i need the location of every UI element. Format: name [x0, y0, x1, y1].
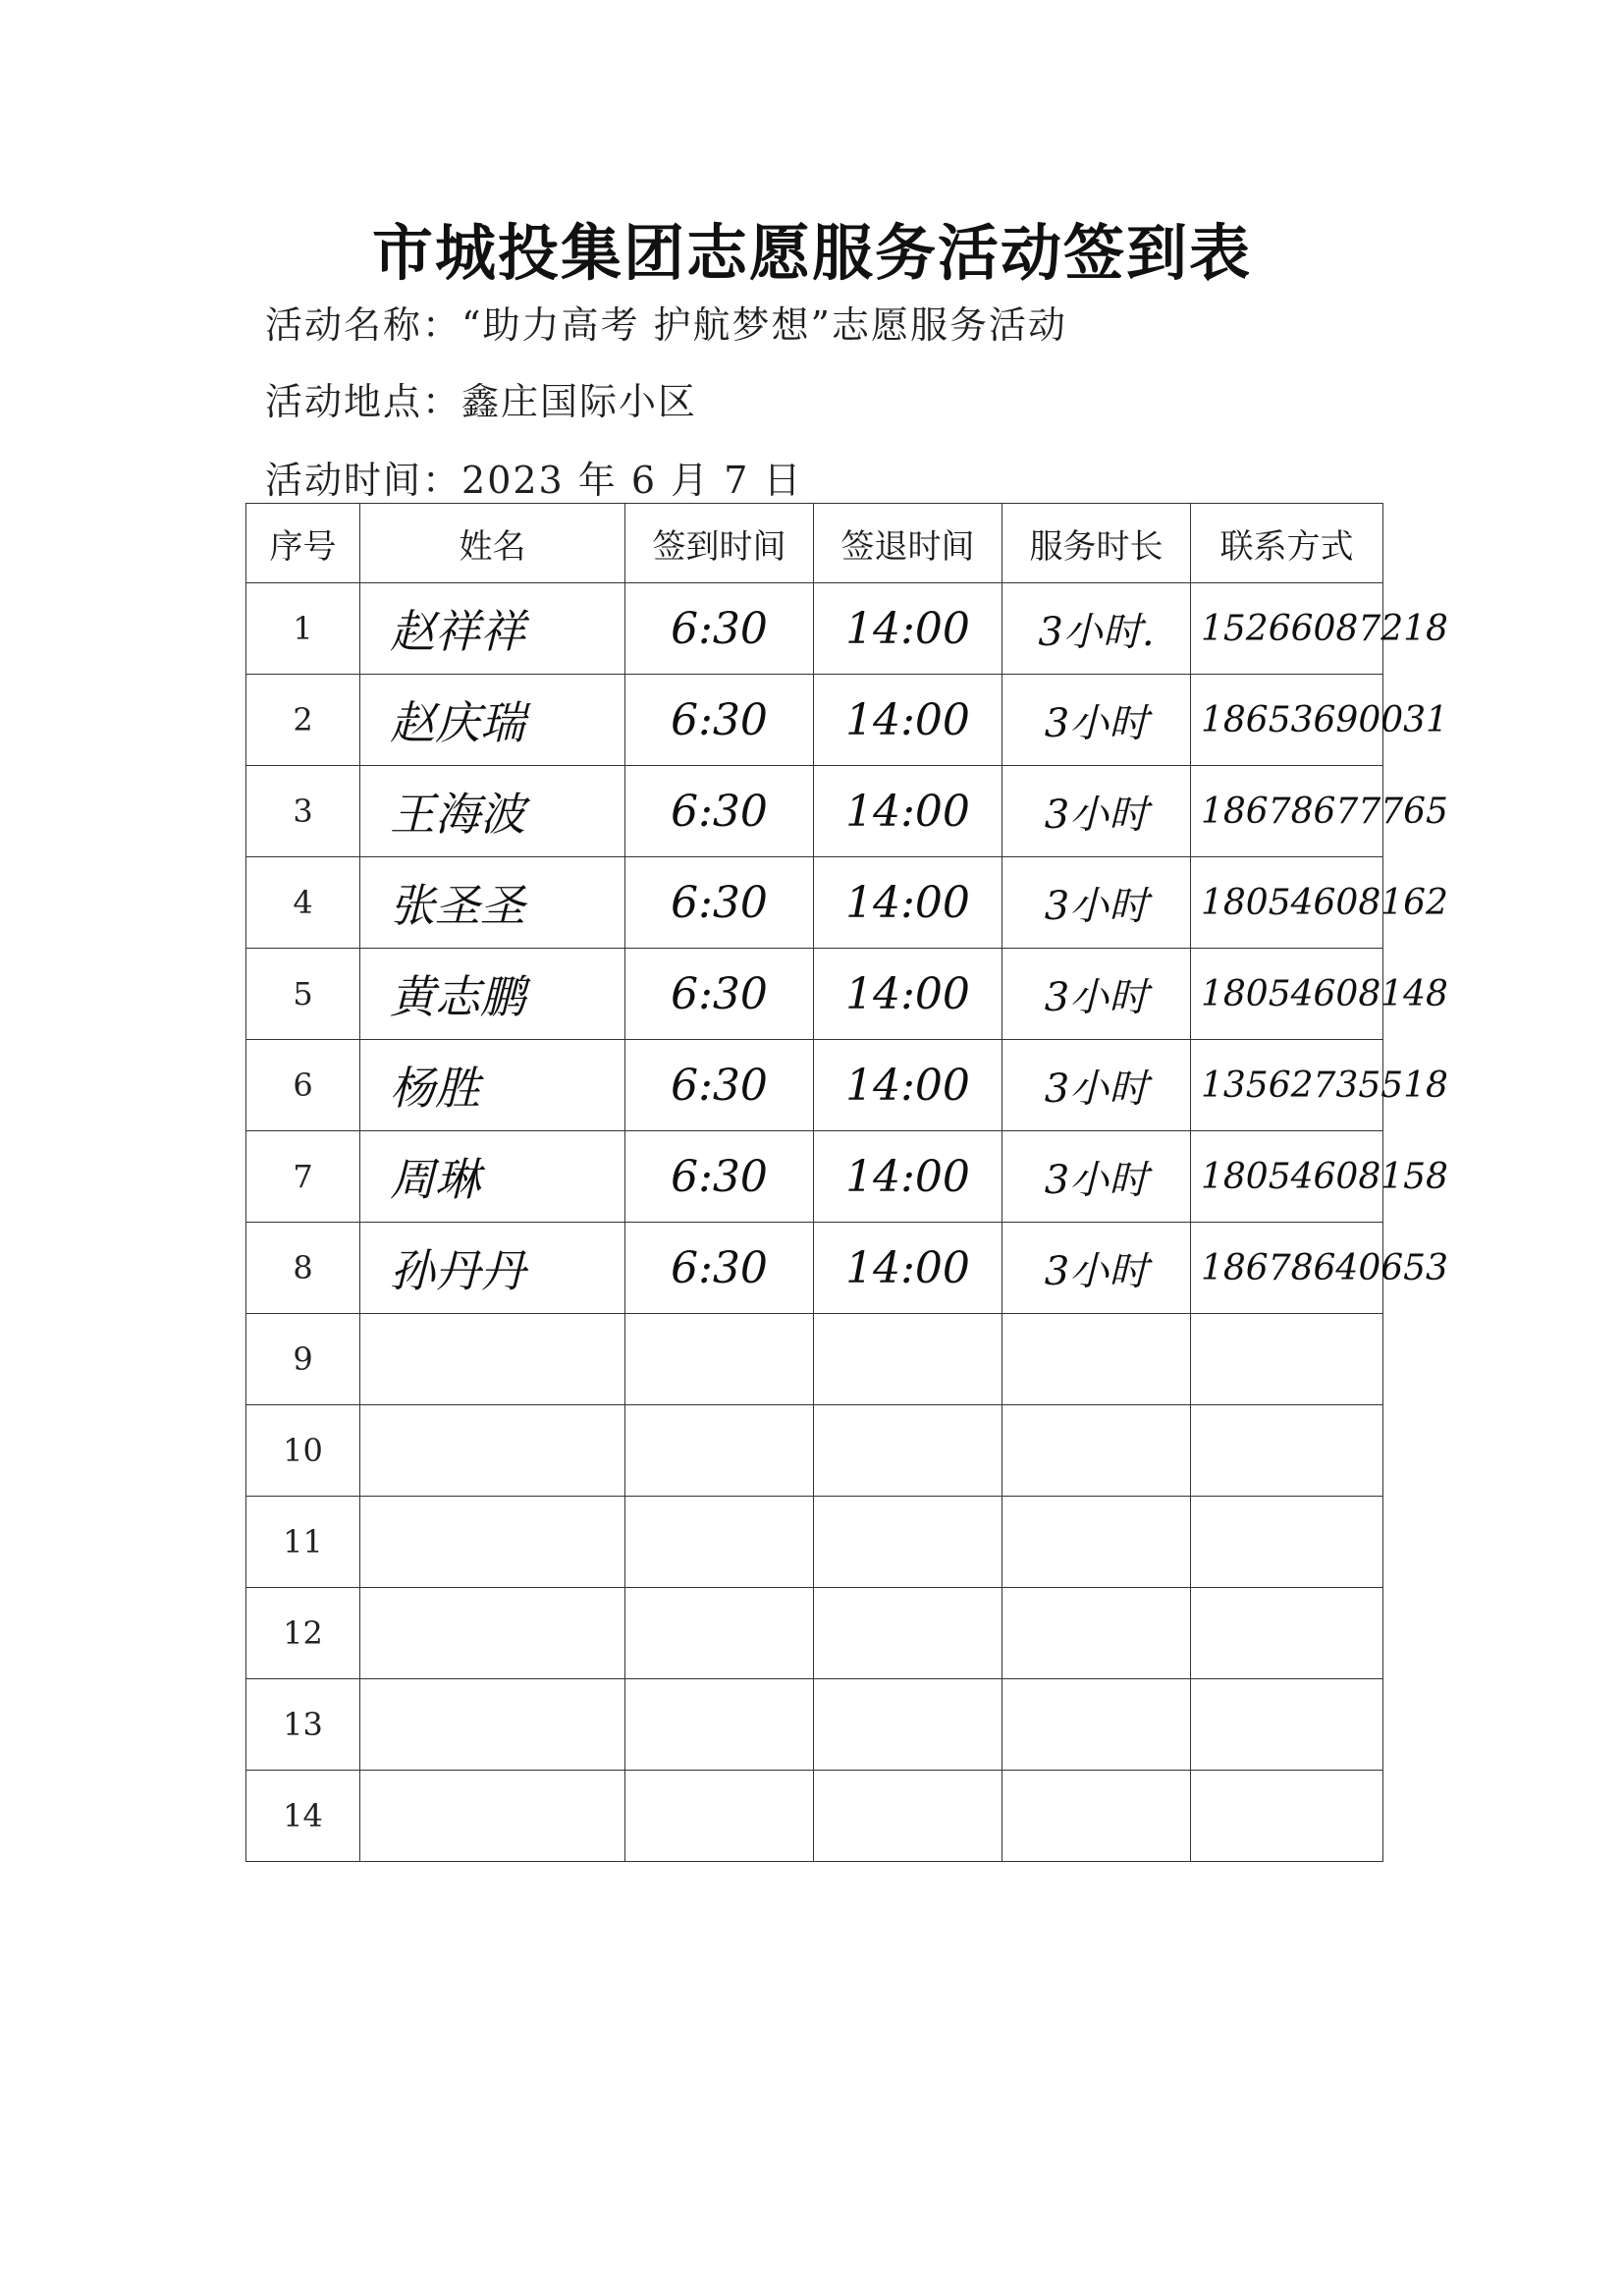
table-row — [246, 1314, 1383, 1405]
table-row — [246, 1497, 1383, 1588]
row-seq: 11 — [246, 1497, 360, 1588]
table-row — [246, 1771, 1383, 1862]
sign-in-table — [245, 503, 1448, 1862]
row-name: 黄志鹏 — [360, 949, 625, 1040]
row-phone: 18054608162 — [1191, 857, 1383, 949]
table-body — [246, 583, 1448, 1862]
row-name: 周琳 — [360, 1131, 625, 1223]
row-duration — [1002, 1314, 1191, 1405]
row-duration: 3小时 — [1002, 1223, 1191, 1314]
row-sign-in: 6:30 — [625, 949, 814, 1040]
row-sign-in — [625, 1588, 814, 1679]
row-phone — [1191, 1679, 1383, 1771]
table-row — [246, 583, 1383, 675]
header-phone: 联系方式 — [1191, 504, 1383, 583]
row-seq: 5 — [246, 949, 360, 1040]
table-row — [246, 1131, 1383, 1223]
row-seq: 4 — [246, 857, 360, 949]
row-name: 张圣圣 — [360, 857, 625, 949]
row-name: 赵祥祥 — [360, 583, 625, 675]
row-name — [360, 1314, 625, 1405]
row-sign-in: 6:30 — [625, 675, 814, 766]
row-duration — [1002, 1679, 1191, 1771]
page-title: 市城投集团志愿服务活动签到表 — [371, 217, 1252, 289]
row-sign-out — [814, 1771, 1002, 1862]
row-phone: 18678640653 — [1191, 1223, 1383, 1314]
row-phone — [1191, 1497, 1383, 1588]
table-row — [246, 1588, 1383, 1679]
activity-place-value: 鑫庄国际小区 — [461, 380, 698, 423]
row-phone: 13562735518 — [1191, 1040, 1383, 1131]
header-sign-in: 签到时间 — [625, 504, 814, 583]
table-row — [246, 949, 1383, 1040]
row-name: 赵庆瑞 — [360, 675, 625, 766]
row-seq: 3 — [246, 766, 360, 857]
table-row — [246, 857, 1383, 949]
row-name — [360, 1588, 625, 1679]
row-duration: 3小时 — [1002, 766, 1191, 857]
row-phone: 18054608158 — [1191, 1131, 1383, 1223]
row-phone — [1191, 1771, 1383, 1862]
row-name — [360, 1771, 625, 1862]
row-name: 王海波 — [360, 766, 625, 857]
row-sign-out — [814, 1497, 1002, 1588]
row-sign-out: 14:00 — [814, 675, 1002, 766]
row-phone — [1191, 1405, 1383, 1497]
row-sign-out: 14:00 — [814, 583, 1002, 675]
row-name: 杨胜 — [360, 1040, 625, 1131]
row-sign-in — [625, 1771, 814, 1862]
row-sign-out — [814, 1314, 1002, 1405]
row-sign-out: 14:00 — [814, 1131, 1002, 1223]
row-seq: 7 — [246, 1131, 360, 1223]
row-sign-out — [814, 1405, 1002, 1497]
row-sign-in — [625, 1405, 814, 1497]
row-sign-out: 14:00 — [814, 766, 1002, 857]
table-row — [246, 766, 1383, 857]
row-seq: 10 — [246, 1405, 360, 1497]
activity-place-label: 活动地点： — [265, 380, 462, 423]
row-duration — [1002, 1497, 1191, 1588]
row-sign-out: 14:00 — [814, 949, 1002, 1040]
row-sign-in: 6:30 — [625, 1040, 814, 1131]
header-duration: 服务时长 — [1002, 504, 1191, 583]
row-sign-in: 6:30 — [625, 1223, 814, 1314]
row-seq: 13 — [246, 1679, 360, 1771]
row-sign-in — [625, 1314, 814, 1405]
row-duration: 3小时 — [1002, 1040, 1191, 1131]
row-sign-out — [814, 1679, 1002, 1771]
row-sign-out — [814, 1588, 1002, 1679]
row-name — [360, 1679, 625, 1771]
table-row — [246, 1223, 1383, 1314]
row-sign-in: 6:30 — [625, 766, 814, 857]
row-duration: 3小时 — [1002, 857, 1191, 949]
row-seq: 9 — [246, 1314, 360, 1405]
row-seq: 2 — [246, 675, 360, 766]
row-name: 孙丹丹 — [360, 1223, 625, 1314]
table-row — [246, 675, 1383, 766]
row-sign-in: 6:30 — [625, 583, 814, 675]
row-seq: 12 — [246, 1588, 360, 1679]
table-row — [246, 1405, 1383, 1497]
row-duration: 3小时. — [1002, 583, 1191, 675]
activity-time-value: 2023 年 6 月 7 日 — [461, 459, 803, 502]
row-duration: 3小时 — [1002, 949, 1191, 1040]
row-seq: 8 — [246, 1223, 360, 1314]
row-phone: 15266087218 — [1191, 583, 1383, 675]
row-phone: 18653690031 — [1191, 675, 1383, 766]
row-name — [360, 1405, 625, 1497]
table-row — [246, 1040, 1383, 1131]
row-phone: 18054608148 — [1191, 949, 1383, 1040]
row-seq: 6 — [246, 1040, 360, 1131]
row-duration — [1002, 1405, 1191, 1497]
header-seq: 序号 — [246, 504, 360, 583]
row-phone — [1191, 1314, 1383, 1405]
row-sign-out: 14:00 — [814, 1040, 1002, 1131]
row-phone: 18678677765 — [1191, 766, 1383, 857]
row-sign-out: 14:00 — [814, 1223, 1002, 1314]
header-sign-out: 签退时间 — [814, 504, 1002, 583]
row-sign-in: 6:30 — [625, 1131, 814, 1223]
activity-place-line — [265, 371, 697, 425]
row-sign-in: 6:30 — [625, 857, 814, 949]
row-sign-in — [625, 1679, 814, 1771]
row-duration — [1002, 1588, 1191, 1679]
row-sign-in — [625, 1497, 814, 1588]
row-sign-out: 14:00 — [814, 857, 1002, 949]
activity-time-label: 活动时间： — [265, 459, 462, 502]
table-row — [246, 1679, 1383, 1771]
row-duration: 3小时 — [1002, 675, 1191, 766]
activity-name-label: 活动名称： — [265, 303, 462, 347]
header-name: 姓名 — [360, 504, 625, 583]
table-header-row — [246, 504, 1383, 583]
activity-time-line — [265, 450, 802, 504]
row-duration — [1002, 1771, 1191, 1862]
row-duration: 3小时 — [1002, 1131, 1191, 1223]
row-name — [360, 1497, 625, 1588]
activity-name-value: “助力高考 护航梦想”志愿服务活动 — [461, 303, 1067, 347]
row-seq: 14 — [246, 1771, 360, 1862]
activity-name-line — [265, 295, 1067, 349]
row-phone — [1191, 1588, 1383, 1679]
row-seq: 1 — [246, 583, 360, 675]
